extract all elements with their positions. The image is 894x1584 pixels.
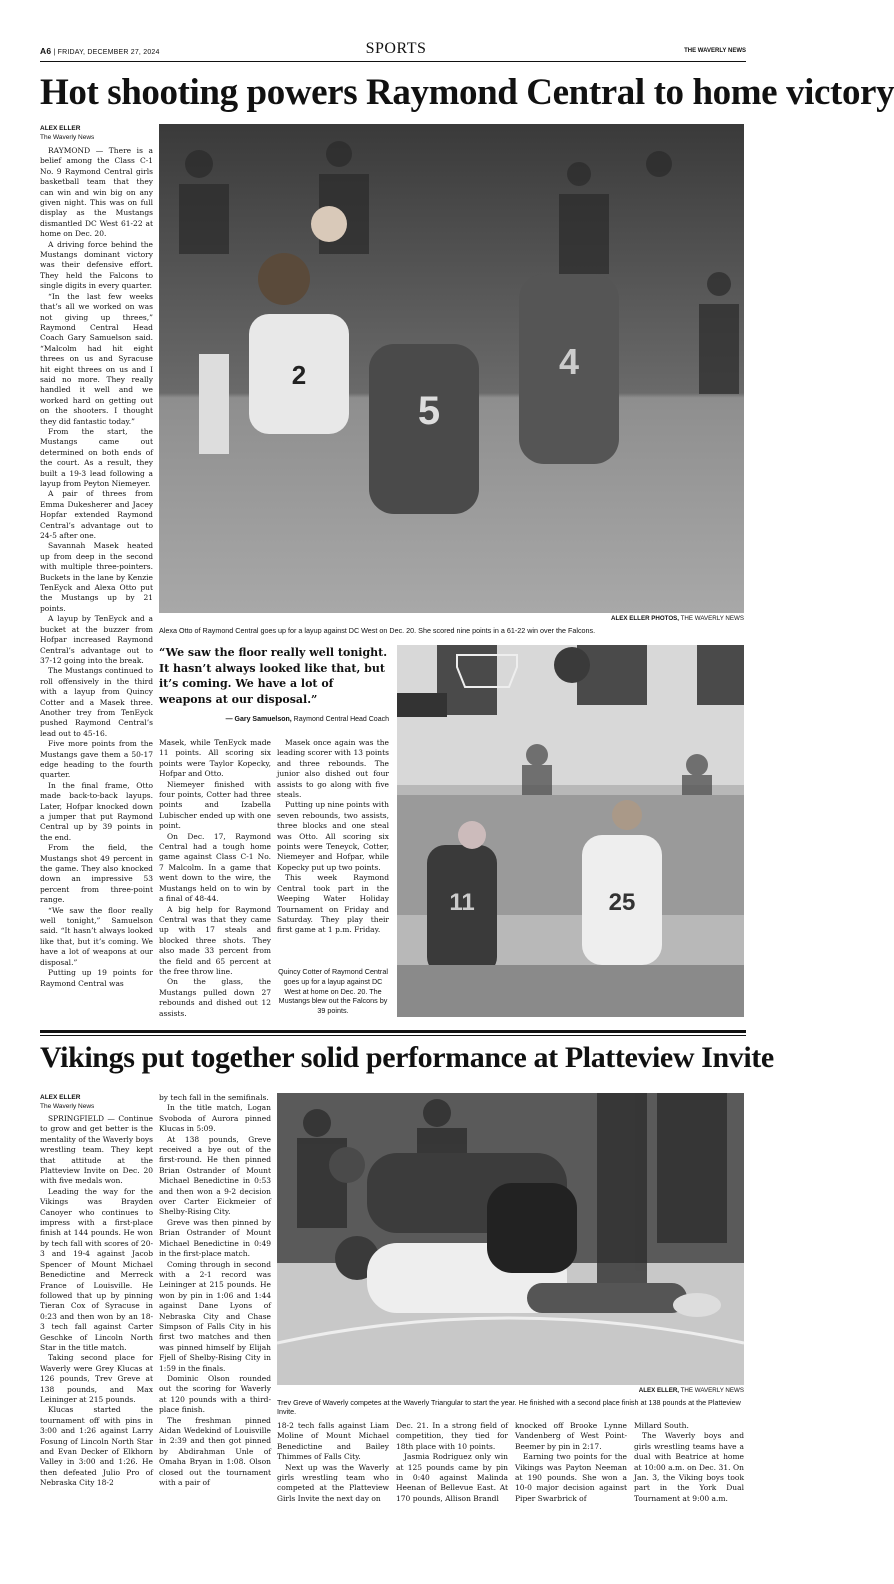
photo3-credit-outlet: THE WAVERLY NEWS (679, 1387, 744, 1394)
page-date: FRIDAY, DECEMBER 27, 2024 (57, 49, 160, 56)
story2-byline (40, 1093, 155, 1111)
section-name: SPORTS (365, 40, 427, 57)
story2-headline: Vikings put together solid performance at Platteview Invite (40, 1041, 774, 1074)
page-folio: A6 | FRIDAY, DECEMBER 27, 2024 (40, 46, 160, 56)
paragraph: Leading the way for the Vikings was Brayden Canoyer who continues to impress with a first-place finish at 144 pounds. He won by tech fall with scores of 20-3 and 19-4 against Jacob Spencer of Mount Michael Benedictine and Merreck France of Louisville. He followed that up by pinning Tieran Cox of Syracuse in 0:23 and then won by an 18-3 tech fall against Carter Geschke of Lincoln North Star in the title match. (40, 1186, 153, 1352)
paragraph: Niemeyer finished with four points, Cotter had three points and Izabella Lubischer ended up with one point. (159, 779, 271, 831)
paragraph: In the final frame, Otto made back-to-back layups. Later, Hofpar knocked down a jumper that put Raymond Central up by 39 points in the end. (40, 780, 153, 842)
paragraph: “We saw the floor really well tonight,” Samuelson said. “It hasn’t always looked like that, but it’s coming. We have a lot of weapons at our disposal.” (40, 905, 153, 967)
paragraph: Taking second place for Waverly were Grey Klucas at 126 pounds, Trev Greve at 138 pounds, and Max Leininger at 215 pounds. (40, 1353, 153, 1404)
story2-column-2 (159, 1093, 271, 1554)
story2-column-6 (634, 1421, 744, 1554)
svg-text:4: 4 (558, 341, 580, 382)
svg-text:5: 5 (417, 389, 441, 433)
story1-column-3 (277, 738, 389, 958)
paragraph: A layup by TenEyck and a bucket at the buzzer from Hofpar increased Raymond Central’s advantage out to 37-12 going into the break. (40, 614, 153, 665)
paragraph: A driving force behind the Mustangs dominant victory was their defensive effort. They held the Falcons to single digits in every quarter. (40, 239, 153, 291)
pull-quote-title: Raymond Central Head Coach (291, 716, 389, 723)
photo1-credit-outlet: THE WAVERLY NEWS (679, 615, 744, 622)
paragraph: Coming through in second with a 2-1 record was Leininger at 215 pounds. He won by pin in 1:06 and 1:44 against Dane Lyons of Nebraska City and Chase Simpson of Falls City in his first two matches and then was pinned himself by Elijah Fjell of Shelby-Rising City in 1:59 in the finals. (159, 1259, 271, 1373)
paragraph: A pair of threes from Emma Dukesherer and Jacey Hopfar extended Raymond Central’s advantage out to 24-5 after one. (40, 489, 153, 541)
story1-author: ALEX ELLER (40, 125, 81, 132)
photo1-caption: Alexa Otto of Raymond Central goes up for a layup against DC West on Dec. 20. She scored nine points in a 61-22 win over the Falcons. (159, 626, 596, 635)
paragraph: Next up was the Waverly girls wrestling team who competed at the Platteview Girls Invite the next day on (277, 1462, 389, 1503)
paragraph: Savannah Masek heated up from deep in the second with multiple three-pointers. Buckets in the lane by Kenzie TenEyck and Alexa Otto put the Mustangs up by 21 points. (40, 541, 153, 613)
paragraph: At 138 pounds, Greve received a bye out of the first-round. He then pinned Brian Ostrander of Mount Michael Benedictine in 0:53 and then won a 9-2 decision over Carter Eickmeier of Shelby-Rising City. (159, 1134, 271, 1217)
paragraph: Five more points from the Mustangs gave them a 50-17 edge heading to the fourth quarter. (40, 739, 153, 780)
page-number: A6 (40, 46, 52, 56)
paragraph: The Mustangs continued to roll offensively in the third with a layup from Quincy Cotter and a Masek three. Another trey from TenEyck pushed Raymond Central’s lead out to 45-16. (40, 666, 153, 738)
paper-name: THE WAVERLY NEWS (684, 48, 746, 54)
paragraph: This week Raymond Central took part in the Weeping Water Holiday Tournament on Friday and Saturday. They play their first game at 1 p.m. Friday. (277, 873, 389, 935)
paragraph: From the start, the Mustangs came out determined on both ends of the court. As a result, they built a 19-3 lead following a layup from Peyton Niemeyer. (40, 426, 153, 488)
story2-outlet: The Waverly News (40, 1103, 95, 1110)
paragraph: Jasmia Rodriguez only win at 125 pounds came by pin in 0:40 against Malinda Heenan of Bellevue East. At 170 pounds, Allison Brandl (396, 1452, 508, 1503)
photo1-credit (159, 615, 744, 622)
paragraph: Klucas started the tournament off with pins in 3:00 and 1:26 against Larry Fosung of Lincoln North Star and Evan Decker of Elkhorn Valley in 3:00 and 1:26. He then defeated Julio Pro of Nebraska City 18-2 (40, 1405, 153, 1488)
paragraph: knocked off Brooke Lynne Vandenberg of West Point-Beemer by pin in 2:17. (515, 1421, 627, 1451)
photo3-credit-name: ALEX ELLER, (638, 1387, 680, 1394)
paragraph: Millard South. (634, 1421, 689, 1430)
photo1-credit-name: ALEX ELLER PHOTOS, (611, 615, 680, 622)
paragraph: Putting up nine points with seven rebounds, two assists, three blocks and one steal was Otto. All scoring six points were Teneyck, Cotter, Niemeyer and Hofpar, while Kopecky put up two points. (277, 800, 389, 872)
paragraph: RAYMOND — There is a belief among the Class C-1 No. 9 Raymond Central girls basketball team that they can win and win big on any given night. This was on full display as the Mustangs dismantled DC West 61-22 at home on Dec. 20. (40, 146, 153, 239)
paragraph: From the field, the Mustangs shot 49 percent in the game. They also knocked down an impressive 53 percent from three-point range. (40, 843, 153, 905)
story2-column-5 (515, 1421, 627, 1554)
masthead-rule (40, 61, 746, 62)
pull-quote-name: — Gary Samuelson, (225, 716, 292, 723)
story2-column-4 (396, 1421, 508, 1554)
story2-author: ALEX ELLER (40, 1094, 81, 1101)
photo-wrestling-image (277, 1093, 744, 1385)
paragraph: Dominic Olson rounded out the scoring for Waverly at 120 pounds with a third-place finish. (159, 1373, 271, 1415)
story1-column-2 (159, 738, 271, 1020)
paragraph: On Dec. 17, Raymond Central had a tough home game against Class C-1 No. 7 Malcolm. In a game that went down to the wire, the Mustangs held on to win by a final of 48-44. (159, 831, 271, 904)
photo2-caption: Quincy Cotter of Raymond Central goes up for a layup against DC West at home on Dec. 20. The Mustangs blew out the Falcons by 39 points. (278, 967, 388, 1016)
story2-column-3 (277, 1421, 389, 1554)
paragraph: by tech fall in the semifinals. (159, 1093, 269, 1102)
pull-quote-attribution (159, 716, 389, 723)
story1-byline (40, 124, 155, 142)
paragraph: “In the last few weeks that’s all we worked on was not giving up threes,” Raymond Central Head Coach Gary Samuelson said. “Malcolm had hit eight threes on us and Syracuse hit eight threes on us and I said no more. They really handled it well and we worked hard on getting out on the shooters. I thought they did fantastic today.” (40, 291, 153, 426)
svg-text:2: 2 (291, 360, 307, 390)
photo-basketball-shot (397, 645, 744, 1017)
story1-column-1 (40, 146, 153, 1016)
story-divider-thin (40, 1035, 746, 1036)
svg-text:25: 25 (608, 889, 636, 916)
paragraph: A big help for Raymond Central was that they came up with 17 steals and blocked three shots. They also made 33 percent from the field and 65 percent at the free throw line. (159, 904, 271, 976)
photo-basketball-shot-image (397, 645, 744, 1017)
story-divider (40, 1030, 746, 1033)
photo3-caption: Trev Greve of Waverly competes at the Waverly Triangular to start the year. He finished with a second place finish at 138 pounds at the Platteview Invite. (277, 1398, 741, 1417)
photo-wrestling (277, 1093, 744, 1385)
story1-headline: Hot shooting powers Raymond Central to home victory (40, 72, 894, 113)
paragraph: Dec. 21. In a strong field of competition, they tied for 18th place with 10 points. (396, 1421, 508, 1451)
photo-basketball-layup-image (159, 124, 744, 613)
paragraph: Greve was then pinned by Brian Ostrander of Mount Michael Benedictine in 0:49 in the first-place match. (159, 1217, 271, 1259)
paragraph: The freshman pinned Aidan Wedekind of Louisville in 2:39 and then got pinned by Abdirahman Unle of Omaha Bryan in 1:08. Olson closed out the tournament with a pair of (159, 1415, 271, 1488)
paragraph: Earning two points for the Vikings was Payton Neeman at 190 pounds. She won a 10-0 major decision against Piper Swarbrick of (515, 1452, 627, 1503)
svg-text:11: 11 (449, 889, 475, 916)
paragraph: Putting up 19 points for Raymond Central was (40, 968, 153, 988)
story1-outlet: The Waverly News (40, 134, 95, 141)
paragraph: 18-2 tech falls against Liam Moline of Mount Michael Benedictine and Bailey Thimmes of Falls City. (277, 1421, 389, 1462)
paragraph: In the title match, Logan Svoboda of Aurora pinned Klucas in 5:09. (159, 1103, 271, 1134)
photo-basketball-layup (159, 124, 744, 613)
paragraph: SPRINGFIELD — Continue to grow and get better is the mentality of the Waverly boys wrestling team. They kept that attitude at the Platteview Invite on Dec. 20 with five medals won. (40, 1114, 153, 1186)
paragraph: Masek once again was the leading scorer with 13 points and three rebounds. The junior also dished out four assists to go along with five steals. (277, 738, 389, 800)
story2-column-1 (40, 1114, 153, 1554)
pull-quote: “We saw the floor really well tonight. It hasn’t always looked like that, but it’s coming. We have a lot of weapons at our disposal.” (159, 646, 388, 706)
paragraph: On the glass, the Mustangs pulled down 27 rebounds and dished out 12 assists. (159, 977, 271, 1018)
paragraph: The Waverly boys and girls wrestling teams have a dual with Beatrice at home at 10:00 a.m. on Dec. 31. On Jan. 3, the Viking boys took part in the York Dual Tournament at 9:00 a.m. (634, 1431, 744, 1503)
photo3-credit (277, 1387, 744, 1394)
paragraph: Masek, while TenEyck made 11 points. All scoring six points were Taylor Kopecky, Hofpar and Otto. (159, 738, 271, 779)
